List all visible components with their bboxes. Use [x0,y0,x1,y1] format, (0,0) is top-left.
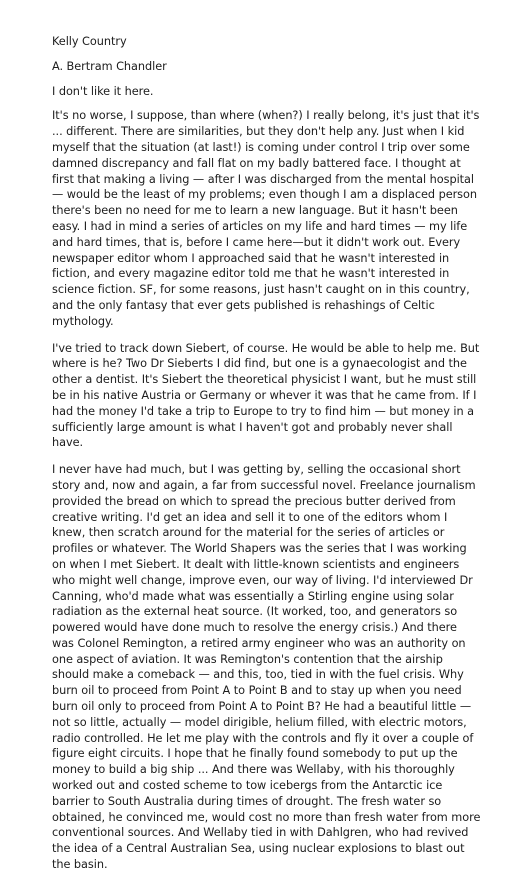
paragraph-1: I don't like it here. [52,84,154,98]
document-title: Kelly Country [52,35,127,48]
paragraph-3: I've tried to track down Siebert, of course. He would be able to help me. But where is he? Two Dr Sieberts I did find, but one is a gynaecologist and the other a dentist. It's Siebert the theoretical physicist I want, but he must still be in his native Austria or Germany or whever it was that he came from. If I had the money I'd take a trip to Europe to try to find him — but money in a sufficiently large amount is what I haven't got and probably never shall have. [52,341,480,450]
paragraph-2: It's no worse, I suppose, than where (when?) I really belong, it's just that it's ... different. There are similarities, but they don't help any. Just when I kid myself that the situation (at last!) is coming under control I trip over some damned discrepancy and fall flat on my badly battered face. I thought at first that making a living — after I was discharged from the mental hospital — would be the least of my problems; even though I am a displaced person there's been no need for me to learn a new language. But it hasn't been easy. I had in mind a series of articles on my life and hard times — my life and hard times, that is, before I came here—but it didn't work out. Every newspaper editor whom I approached said that he wasn't interested in fiction, and every magazine editor told me that he wasn't interested in science fiction. SF, for some reasons, just hasn't caught on in this country, and the only fantasy that ever gets published is rehashings of Celtic mythology. [52,109,480,328]
document-author: A. Bertram Chandler [52,59,167,73]
paragraph-4: I never have had much, but I was getting by, selling the occasional short story and, now and again, a far from successful novel. Freelance journalism provided the bread on which to spread the precious butter derived from creative writing. I'd get an idea and sell it to one of the editors whom I knew, then scratch around for the material for the series of articles or profiles or whatever. The World Shapers was the series that I was working on when I met Siebert. It dealt with little-known scientists and engineers who might well change, improve even, our way of living. I'd interviewed Dr Canning, who'd made what was essentially a Stirling engine using solar radiation as the external heat source. (It worked, too, and generators so powered would have done much to resolve the energy crisis.) And there was Colonel Remington, a retired army engineer who was an authority on one aspect of aviation. It was Remington's contention that the airship should make a comeback — and this, too, tied in with the fuel crisis. Why burn oil to proceed from Point A to Point B and to stay up when you need burn oil only to proceed from Point A to Point B? He had a beautiful little — not so little, actually — model dirigible, helium filled, with electric motors, radio controlled. He let me play with the controls and fly it over a couple of figure eight circuits. I hope that he finally found somebody to put up the money to build a big ship ... And there was Wellaby, with his thoroughly worked out and costed scheme to tow icebergs from the Antarctic ice barrier to South Australia during times of drought. The fresh water so obtained, he convinced me, would cost no more than fresh water from more conventional sources. And Wellaby tied in with Dahlgren, who had revived the idea of a Central Australian Sea, using nuclear explosions to blast out the basin. [52,463,481,872]
document-page [52,34,482,884]
